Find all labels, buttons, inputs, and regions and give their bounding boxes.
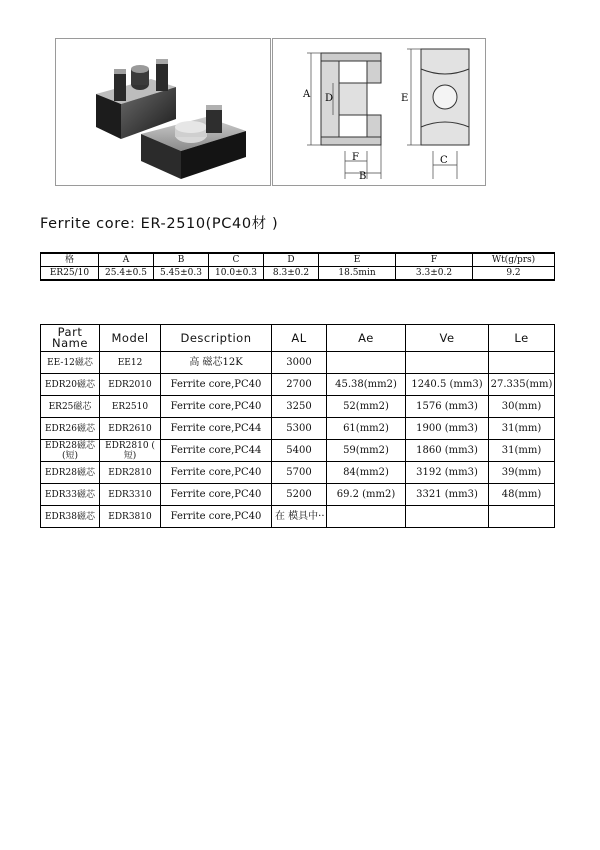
dims-cell: 18.5min (319, 267, 396, 281)
parts-cell: EDR2610 (100, 418, 161, 440)
parts-cell: 5200 (272, 484, 327, 506)
parts-cell: EDR3310 (100, 484, 161, 506)
parts-cell: 1240.5 (mm3) (406, 374, 489, 396)
parts-table (40, 324, 555, 528)
parts-cell (327, 506, 406, 528)
parts-cell: Ferrite core,PC40 (161, 506, 272, 528)
parts-cell: 52(mm2) (327, 396, 406, 418)
dims-cell: ER25/10 (41, 267, 99, 281)
parts-cell: 1860 (mm3) (406, 440, 489, 462)
parts-cell: 31(mm) (489, 440, 555, 462)
dim-label-b: B (359, 171, 367, 182)
dims-cell: 10.0±0.3 (209, 267, 264, 281)
parts-row (41, 374, 555, 396)
parts-header-cell: Description (161, 325, 272, 352)
core-photo (55, 38, 271, 186)
parts-cell (489, 506, 555, 528)
dimensions-row (41, 267, 555, 281)
parts-cell: 3321 (mm3) (406, 484, 489, 506)
dims-header-cell: A (99, 253, 154, 267)
core-half-upper (96, 59, 176, 139)
dims-cell: 25.4±0.5 (99, 267, 154, 281)
dims-header-cell: F (396, 253, 473, 267)
dimensions-header-row (41, 253, 555, 267)
parts-cell: 69.2 (mm2) (327, 484, 406, 506)
parts-cell: EDR2010 (100, 374, 161, 396)
parts-cell: ER25磁芯 (41, 396, 100, 418)
front-view (421, 49, 469, 145)
parts-cell: 27.335(mm) (489, 374, 555, 396)
parts-cell: EE-12磁芯 (41, 352, 100, 374)
parts-cell: 3000 (272, 352, 327, 374)
dims-cell: 3.3±0.2 (396, 267, 473, 281)
dim-label-f: F (352, 152, 359, 163)
parts-cell: 48(mm) (489, 484, 555, 506)
parts-cell (406, 352, 489, 374)
parts-cell: Ferrite core,PC44 (161, 440, 272, 462)
parts-cell: EDR2810 ( 短) (100, 440, 161, 462)
parts-header-cell: AL (272, 325, 327, 352)
parts-cell: EDR28磁芯 (短) (41, 440, 100, 462)
parts-header-cell: Part Name (41, 325, 100, 352)
dim-label-e: E (401, 93, 409, 104)
dimensions-table (40, 252, 555, 281)
dims-header-cell: 格 (41, 253, 99, 267)
parts-cell: EDR3810 (100, 506, 161, 528)
parts-cell: EDR28磁芯 (41, 462, 100, 484)
parts-cell: 84(mm2) (327, 462, 406, 484)
ferrite-core-photo-image (56, 39, 270, 185)
parts-cell: 59(mm2) (327, 440, 406, 462)
parts-cell: EDR33磁芯 (41, 484, 100, 506)
parts-cell: 3250 (272, 396, 327, 418)
parts-body (41, 352, 555, 528)
parts-cell: 39(mm) (489, 462, 555, 484)
parts-cell: EDR38磁芯 (41, 506, 100, 528)
parts-header-row (41, 325, 555, 352)
dims-cell: 8.3±0.2 (264, 267, 319, 281)
dims-cell: 5.45±0.3 (154, 267, 209, 281)
parts-cell: EDR20磁芯 (41, 374, 100, 396)
parts-cell: EE12 (100, 352, 161, 374)
parts-header-cell: Ve (406, 325, 489, 352)
core-dimension-drawing (272, 38, 486, 186)
parts-cell: 1576 (mm3) (406, 396, 489, 418)
parts-row (41, 396, 555, 418)
parts-cell: EDR2810 (100, 462, 161, 484)
parts-header-cell: Model (100, 325, 161, 352)
dimension-drawing-image (273, 39, 485, 185)
parts-row (41, 484, 555, 506)
parts-cell: ER2510 (100, 396, 161, 418)
parts-row (41, 440, 555, 462)
parts-cell: 31(mm) (489, 418, 555, 440)
parts-row (41, 418, 555, 440)
parts-cell: Ferrite core,PC40 (161, 396, 272, 418)
parts-cell: 2700 (272, 374, 327, 396)
dims-header-cell: C (209, 253, 264, 267)
parts-cell: Ferrite core,PC40 (161, 374, 272, 396)
parts-cell: 在 模具中·· (272, 506, 327, 528)
parts-cell: Ferrite core,PC40 (161, 462, 272, 484)
dim-label-c: C (440, 155, 448, 166)
parts-cell (406, 506, 489, 528)
parts-cell (489, 352, 555, 374)
parts-cell: 5700 (272, 462, 327, 484)
parts-cell: Ferrite core,PC40 (161, 484, 272, 506)
parts-cell: 1900 (mm3) (406, 418, 489, 440)
dims-header-cell: D (264, 253, 319, 267)
parts-cell: 30(mm) (489, 396, 555, 418)
parts-cell: 5400 (272, 440, 327, 462)
parts-cell: 高 磁芯12K (161, 352, 272, 374)
parts-cell: Ferrite core,PC44 (161, 418, 272, 440)
dims-cell: 9.2 (473, 267, 555, 281)
parts-cell: EDR26磁芯 (41, 418, 100, 440)
parts-cell: 45.38(mm2) (327, 374, 406, 396)
parts-header-cell: Le (489, 325, 555, 352)
parts-row (41, 352, 555, 374)
dim-label-d: D (325, 93, 334, 104)
dims-header-cell: B (154, 253, 209, 267)
parts-cell (327, 352, 406, 374)
parts-row (41, 462, 555, 484)
dims-header-cell: Wt(g/prs) (473, 253, 555, 267)
dim-label-a: A (303, 89, 311, 100)
parts-cell: 61(mm2) (327, 418, 406, 440)
parts-cell: 5300 (272, 418, 327, 440)
page-title: Ferrite core: ER-2510(PC40材 ) (40, 216, 279, 232)
dims-header-cell: E (319, 253, 396, 267)
parts-header-cell: Ae (327, 325, 406, 352)
parts-cell: 3192 (mm3) (406, 462, 489, 484)
parts-row (41, 506, 555, 528)
